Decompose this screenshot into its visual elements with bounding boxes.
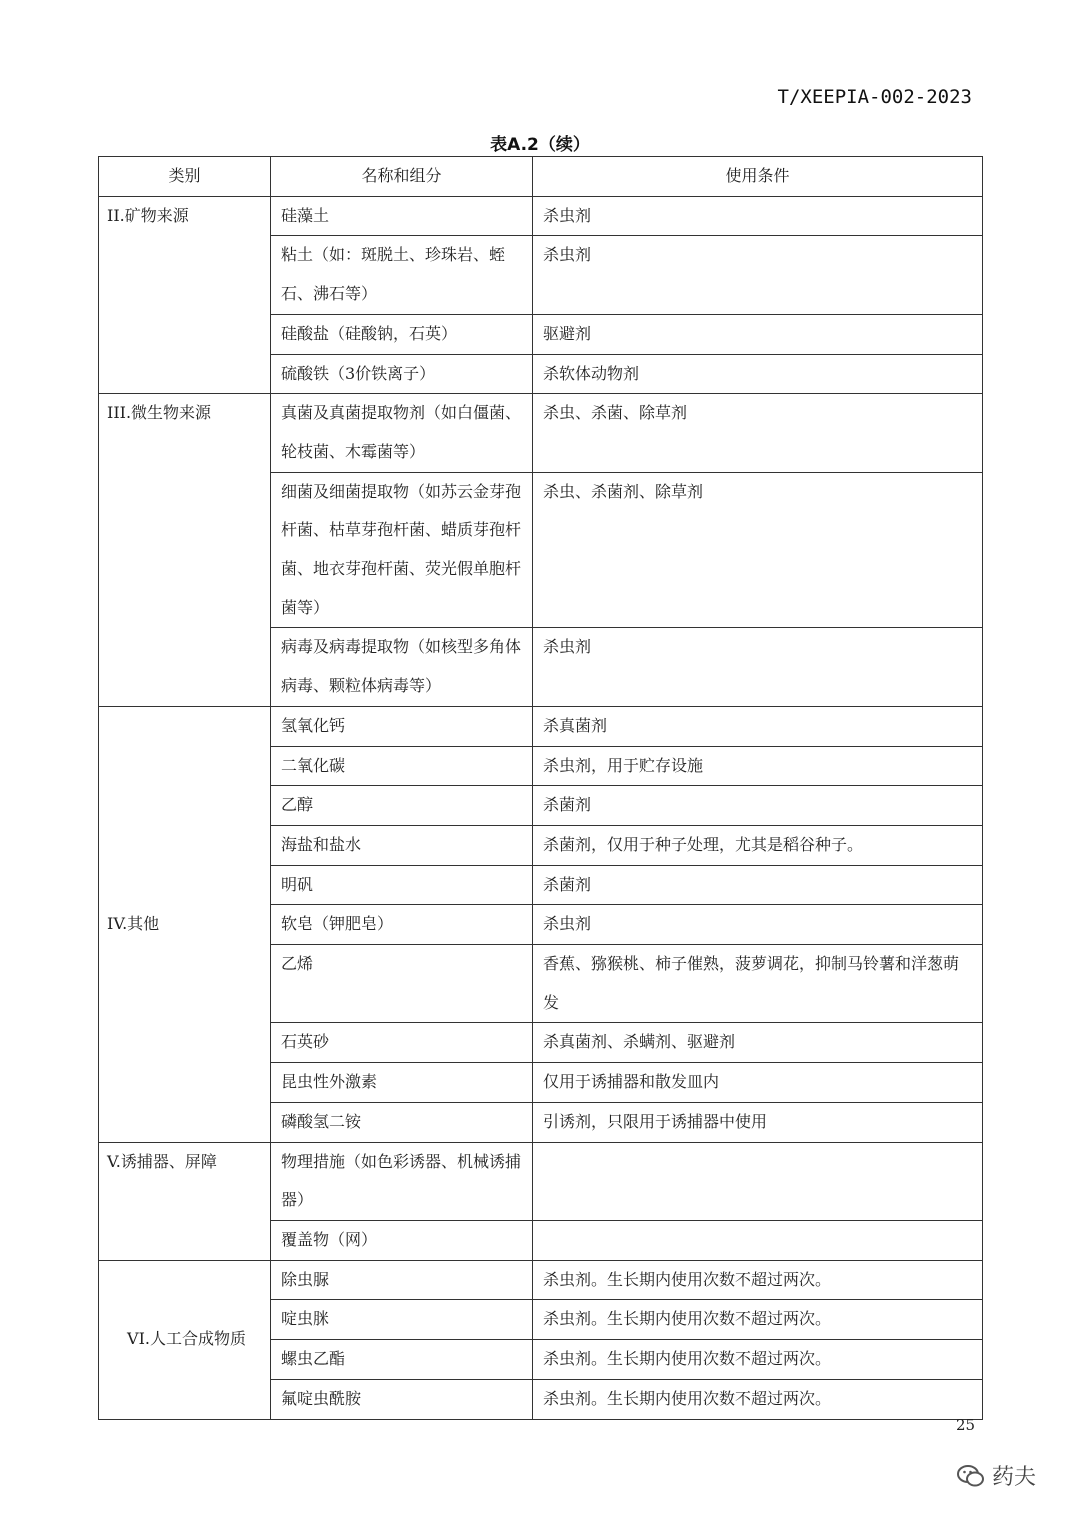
condition-cell: 杀虫剂，用于贮存设施 xyxy=(533,746,983,786)
table-row xyxy=(99,1260,983,1300)
condition-cell: 仅用于诱捕器和散发皿内 xyxy=(533,1063,983,1103)
watermark-text: 药夫 xyxy=(992,1465,1037,1490)
condition-cell: 杀菌剂 xyxy=(533,865,983,905)
condition-cell: 杀菌剂，仅用于种子处理，尤其是稻谷种子。 xyxy=(533,825,983,865)
table-body xyxy=(99,196,983,1419)
condition-cell: 杀虫剂 xyxy=(533,628,983,706)
name-cell: 啶虫脒 xyxy=(271,1300,533,1340)
name-cell: 硅藻土 xyxy=(271,196,533,236)
category-cell: VI.人工合成物质 xyxy=(99,1260,271,1419)
column-header-name: 名称和组分 xyxy=(271,157,533,197)
name-cell: 明矾 xyxy=(271,865,533,905)
condition-cell: 引诱剂，只限用于诱捕器中使用 xyxy=(533,1102,983,1142)
category-cell: II.矿物来源 xyxy=(99,196,271,394)
substance-table xyxy=(98,156,983,1420)
category-cell: IV.其他 xyxy=(99,706,271,1142)
name-cell: 细菌及细菌提取物（如苏云金芽孢杆菌、枯草芽孢杆菌、蜡质芽孢杆菌、地衣芽孢杆菌、荧光假单胞杆菌等） xyxy=(271,472,533,628)
condition-cell: 杀虫、杀菌剂、除草剂 xyxy=(533,472,983,628)
condition-cell: 杀虫剂。生长期内使用次数不超过两次。 xyxy=(533,1379,983,1419)
name-cell: 石英砂 xyxy=(271,1023,533,1063)
name-cell: 真菌及真菌提取物剂（如白僵菌、轮枝菌、木霉菌等） xyxy=(271,394,533,472)
name-cell: 除虫脲 xyxy=(271,1260,533,1300)
name-cell: 螺虫乙酯 xyxy=(271,1340,533,1380)
condition-cell: 杀虫剂。生长期内使用次数不超过两次。 xyxy=(533,1340,983,1380)
condition-cell: 香蕉、猕猴桃、柿子催熟，菠萝调花，抑制马铃薯和洋葱萌发 xyxy=(533,945,983,1023)
name-cell: 二氧化碳 xyxy=(271,746,533,786)
name-cell: 软皂（钾肥皂） xyxy=(271,905,533,945)
column-header-condition: 使用条件 xyxy=(533,157,983,197)
name-cell: 覆盖物（网） xyxy=(271,1220,533,1260)
document-code: T/XEEPIA-002-2023 xyxy=(777,86,972,108)
name-cell: 硫酸铁（3价铁离子） xyxy=(271,354,533,394)
condition-cell: 杀虫剂。生长期内使用次数不超过两次。 xyxy=(533,1300,983,1340)
condition-cell: 杀虫剂 xyxy=(533,905,983,945)
category-cell: V.诱捕器、屏障 xyxy=(99,1142,271,1260)
name-cell: 物理措施（如色彩诱器、机械诱捕器） xyxy=(271,1142,533,1220)
table-row xyxy=(99,196,983,236)
name-cell: 硅酸盐（硅酸钠，石英） xyxy=(271,314,533,354)
name-cell: 病毒及病毒提取物（如核型多角体病毒、颗粒体病毒等） xyxy=(271,628,533,706)
watermark xyxy=(956,1460,1036,1491)
name-cell: 氢氧化钙 xyxy=(271,706,533,746)
condition-cell: 杀虫、杀菌、除草剂 xyxy=(533,394,983,472)
condition-cell: 杀虫剂 xyxy=(533,236,983,314)
condition-cell: 杀虫剂。生长期内使用次数不超过两次。 xyxy=(533,1260,983,1300)
name-cell: 海盐和盐水 xyxy=(271,825,533,865)
condition-cell xyxy=(533,1142,983,1220)
category-cell: III.微生物来源 xyxy=(99,394,271,707)
page-number: 25 xyxy=(956,1416,976,1434)
table-row xyxy=(99,1142,983,1220)
name-cell: 粘土（如：斑脱土、珍珠岩、蛭石、沸石等） xyxy=(271,236,533,314)
name-cell: 乙醇 xyxy=(271,786,533,826)
table-header-row xyxy=(99,157,983,197)
table-row xyxy=(99,394,983,472)
table-row xyxy=(99,706,983,746)
column-header-category: 类别 xyxy=(99,157,271,197)
condition-cell: 驱避剂 xyxy=(533,314,983,354)
condition-cell: 杀真菌剂 xyxy=(533,706,983,746)
condition-cell xyxy=(533,1220,983,1260)
condition-cell: 杀菌剂 xyxy=(533,786,983,826)
condition-cell: 杀真菌剂、杀螨剂、驱避剂 xyxy=(533,1023,983,1063)
name-cell: 磷酸氢二铵 xyxy=(271,1102,533,1142)
name-cell: 乙烯 xyxy=(271,945,533,1023)
wechat-icon xyxy=(956,1463,986,1489)
table-title: 表A.2（续） xyxy=(490,135,590,155)
name-cell: 昆虫性外激素 xyxy=(271,1063,533,1103)
name-cell: 氟啶虫酰胺 xyxy=(271,1379,533,1419)
condition-cell: 杀软体动物剂 xyxy=(533,354,983,394)
condition-cell: 杀虫剂 xyxy=(533,196,983,236)
